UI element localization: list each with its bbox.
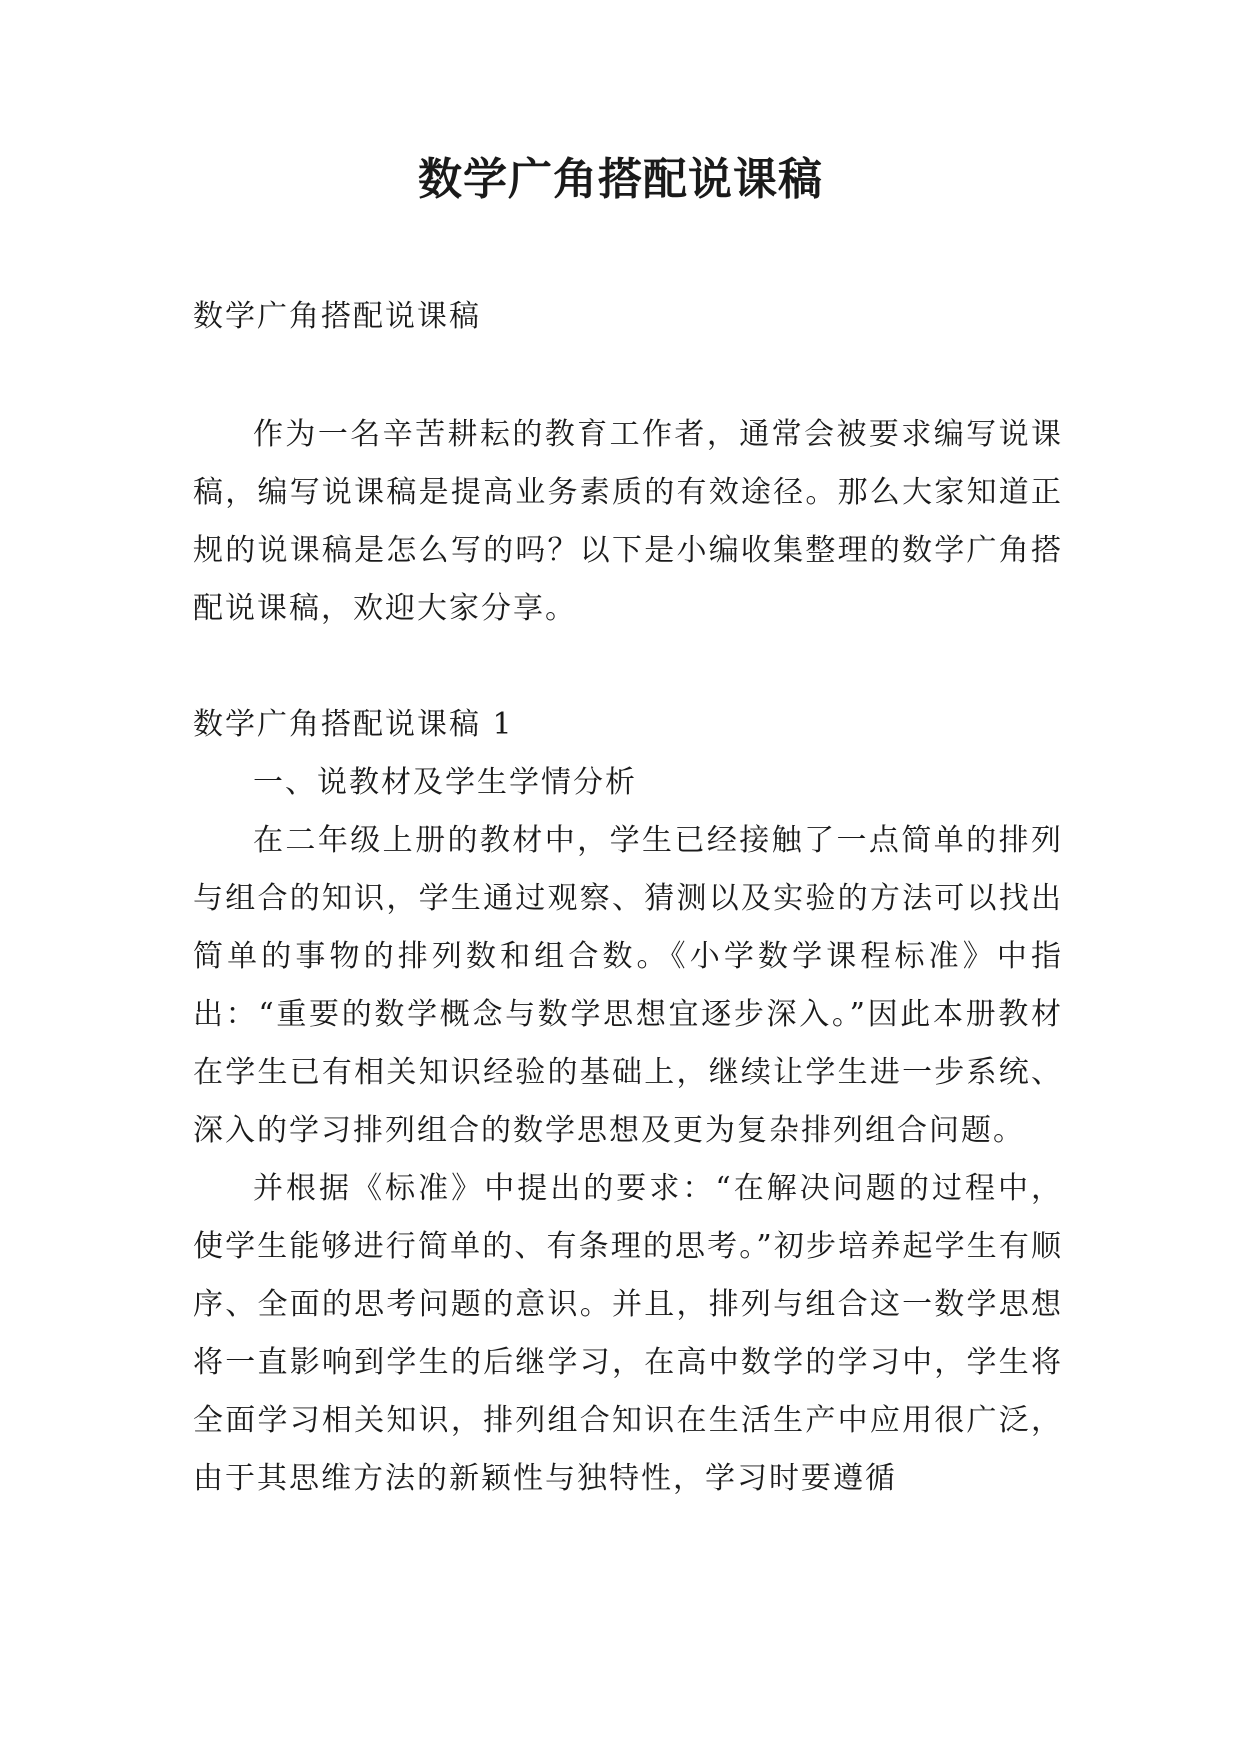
- intro-paragraph: 作为一名辛苦耕耘的教育工作者，通常会被要求编写说课稿，编写说课稿是提高业务素质的有效途径。那么大家知道正规的说课稿是怎么写的吗？以下是小编收集整理的数学广角搭配说课稿，欢迎大家分享。: [193, 417, 1063, 626]
- body-paragraph-2: 并根据《标准》中提出的要求：“在解决问题的过程中，使学生能够进行简单的、有条理的思考。”初步培养起学生有顺序、全面的思考问题的意识。并且，排列与组合这一数学思想将一直影响到学生的后继学习，在高中数学的学习中，学生将全面学习相关知识，排列组合知识在生活生产中应用很广泛，由于其思维方法的新颖性与独特性，学习时要遵循: [193, 1171, 1063, 1496]
- body-paragraph-1: 在二年级上册的教材中，学生已经接触了一点简单的排列与组合的知识，学生通过观察、猜测以及实验的方法可以找出简单的事物的排列数和组合数。《小学数学课程标准》中指出：“重要的数学概念与数学思想宜逐步深入。”因此本册教材在学生已有相关知识经验的基础上，继续让学生进一步系统、深入的学习排列组合的数学思想及更为复杂排列组合问题。: [193, 823, 1063, 1148]
- document-subtitle: 数学广角搭配说课稿: [193, 299, 481, 334]
- document-body: [193, 288, 1063, 1508]
- section-title: 数学广角搭配说课稿 1: [193, 707, 514, 742]
- document-title: 数学广角搭配说课稿: [418, 154, 823, 205]
- section-heading: 一、说教材及学生学情分析: [253, 765, 637, 800]
